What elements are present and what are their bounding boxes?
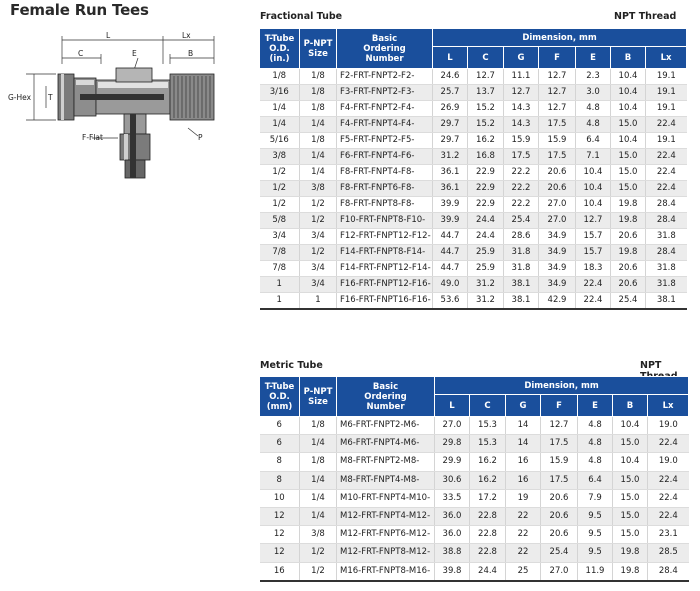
table-cell: 4.8	[578, 417, 613, 435]
table-cell: 7/8	[260, 261, 300, 277]
table-cell: 24.4	[470, 562, 506, 581]
table-cell: 30.6	[435, 471, 470, 489]
table-cell: 15.2	[468, 117, 504, 133]
table-cell: 36.0	[435, 526, 470, 544]
table-cell: 1/2	[300, 245, 337, 261]
table-cell: 53.6	[433, 293, 468, 310]
table-row	[260, 85, 687, 101]
table-cell: F10-FRT-FNPT8-F10-	[337, 213, 433, 229]
table-cell: 34.9	[539, 245, 576, 261]
table-cell: 14.3	[504, 101, 539, 117]
table-cell: 22.4	[648, 508, 689, 526]
table-cell: 15.9	[504, 133, 539, 149]
table-cell: 9.5	[578, 526, 613, 544]
table-cell: 1/2	[300, 544, 337, 562]
table-cell: 1/4	[300, 471, 337, 489]
table-cell: 1/8	[300, 133, 337, 149]
header-ordering-number: Basic Ordering Number	[337, 377, 435, 417]
table-cell: 44.7	[433, 261, 468, 277]
table-cell: 5/16	[260, 133, 300, 149]
table-cell: 1/4	[300, 508, 337, 526]
header-dimension: Dimension, mm	[433, 29, 687, 47]
table-cell: 22.4	[646, 165, 687, 181]
page-title: Female Run Tees	[10, 1, 149, 19]
table-cell: 1	[260, 277, 300, 293]
table-cell: 24.4	[468, 229, 504, 245]
table-cell: F14-FRT-FNPT12-F14-	[337, 261, 433, 277]
table-cell: 22.2	[504, 181, 539, 197]
table-cell: 25	[506, 562, 541, 581]
table-cell: 29.9	[435, 453, 470, 471]
table-cell: 10.4	[611, 69, 646, 85]
table-cell: 22	[506, 526, 541, 544]
table-cell: 17.5	[539, 149, 576, 165]
table-cell: 15.2	[468, 101, 504, 117]
table-cell: 3/8	[300, 181, 337, 197]
table-cell: 1/4	[260, 101, 300, 117]
table-cell: 26.9	[433, 101, 468, 117]
table-cell: 20.6	[539, 181, 576, 197]
table-cell: 1	[260, 293, 300, 310]
table-cell: 25.9	[468, 261, 504, 277]
table-cell: 14	[506, 435, 541, 453]
table-row	[260, 69, 687, 85]
table-cell: 17.5	[539, 117, 576, 133]
table-cell: 38.8	[435, 544, 470, 562]
table-cell: M12-FRT-FNPT4-M12-	[337, 508, 435, 526]
table-row	[260, 133, 687, 149]
table-cell: 15.0	[613, 526, 648, 544]
table-cell: 23.1	[648, 526, 689, 544]
table-cell: 22.8	[470, 508, 506, 526]
table-cell: 12.7	[504, 85, 539, 101]
table-cell: M8-FRT-FNPT4-M8-	[337, 471, 435, 489]
table-cell: 5/8	[260, 213, 300, 229]
metric-thread-label: NPT	[640, 360, 662, 371]
table-cell: 3.0	[576, 85, 611, 101]
table-cell: 28.4	[646, 197, 687, 213]
table-cell: 9.5	[578, 544, 613, 562]
table-cell: 3/4	[260, 229, 300, 245]
header-npt-size: P-NPT Size	[300, 377, 337, 417]
table-cell: 4.8	[578, 435, 613, 453]
table-cell: F3-FRT-FNPT2-F3-	[337, 85, 433, 101]
table-cell: 1/4	[300, 149, 337, 165]
table-cell: M10-FRT-FNPT4-M10-	[337, 489, 435, 507]
table-row	[260, 117, 687, 133]
table-cell: 10.4	[576, 165, 611, 181]
table-cell: 1/8	[260, 69, 300, 85]
table-cell: 22.4	[576, 293, 611, 310]
table-cell: 1	[300, 293, 337, 310]
table-cell: 2.3	[576, 69, 611, 85]
table-cell: 14	[506, 417, 541, 435]
table-cell: 38.1	[646, 293, 687, 310]
table-cell: 38.1	[504, 293, 539, 310]
table-row	[260, 229, 687, 245]
table-cell: 12.7	[539, 85, 576, 101]
table-cell: 29.7	[433, 117, 468, 133]
table-cell: M6-FRT-FNPT4-M6-	[337, 435, 435, 453]
table-cell: 28.5	[648, 544, 689, 562]
table-cell: 1/4	[300, 117, 337, 133]
table-cell: 17.5	[541, 471, 578, 489]
table-cell: 11.9	[578, 562, 613, 581]
table-cell: 33.5	[435, 489, 470, 507]
dim-label-b: B	[188, 49, 194, 58]
table-cell: 8	[260, 453, 300, 471]
table-cell: 36.1	[433, 181, 468, 197]
metric-title: Metric Tube	[260, 360, 323, 371]
table-cell: 24.6	[433, 69, 468, 85]
table-cell: 22.8	[470, 544, 506, 562]
table-cell: 36.1	[433, 165, 468, 181]
table-cell: 34.9	[539, 261, 576, 277]
table-cell: 12	[260, 544, 300, 562]
table-cell: 15.0	[613, 489, 648, 507]
table-row	[260, 417, 689, 435]
table-cell: 10.4	[576, 197, 611, 213]
table-cell: 31.2	[468, 293, 504, 310]
table-cell: 25.7	[433, 85, 468, 101]
table-cell: 1/2	[300, 213, 337, 229]
table-cell: 3/4	[300, 261, 337, 277]
table-cell: 14.3	[504, 117, 539, 133]
dim-label-g-hex: G-Hex	[8, 93, 32, 102]
table-cell: 42.9	[539, 293, 576, 310]
table-cell: 7/8	[260, 245, 300, 261]
table-cell: 3/4	[300, 277, 337, 293]
table-cell: F4-FRT-FNPT2-F4-	[337, 101, 433, 117]
table-cell: 20.6	[611, 261, 646, 277]
table-cell: 8	[260, 471, 300, 489]
table-row	[260, 526, 689, 544]
table-cell: 15.0	[611, 165, 646, 181]
table-cell: 31.8	[504, 261, 539, 277]
table-cell: 1/4	[300, 165, 337, 181]
table-cell: 15.0	[613, 435, 648, 453]
table-cell: 22.4	[576, 277, 611, 293]
table-cell: 28.4	[646, 213, 687, 229]
table-cell: 15.0	[611, 149, 646, 165]
table-cell: 16.8	[468, 149, 504, 165]
table-cell: 10.4	[613, 453, 648, 471]
female-run-tee-diagram	[6, 28, 246, 188]
table-cell: 12	[260, 526, 300, 544]
table-cell: 22.4	[648, 435, 689, 453]
table-cell: 19.8	[611, 213, 646, 229]
table-cell: 1/8	[300, 417, 337, 435]
table-cell: M12-FRT-FNPT8-M12-	[337, 544, 435, 562]
header-dimension-cols: L C G F E B Lx	[260, 395, 689, 417]
table-cell: 19.8	[611, 197, 646, 213]
table-cell: 13.7	[468, 85, 504, 101]
table-cell: 20.6	[541, 489, 578, 507]
table-row	[260, 245, 687, 261]
table-cell: 49.0	[433, 277, 468, 293]
table-row	[260, 508, 689, 526]
table-cell: F14-FRT-FNPT8-F14-	[337, 245, 433, 261]
table-cell: M8-FRT-FNPT2-M8-	[337, 453, 435, 471]
table-row	[260, 471, 689, 489]
table-cell: 12.7	[539, 101, 576, 117]
header-dimension-cols: L C G F E B Lx	[260, 47, 687, 69]
table-cell: 22.9	[468, 197, 504, 213]
table-cell: 28.4	[646, 245, 687, 261]
table-cell: 17.2	[470, 489, 506, 507]
table-cell: 27.0	[539, 197, 576, 213]
table-cell: 20.6	[541, 526, 578, 544]
table-cell: 1/2	[300, 562, 337, 581]
dim-label-p: P	[198, 133, 203, 142]
table-cell: 27.0	[435, 417, 470, 435]
table-cell: 31.8	[646, 277, 687, 293]
table-cell: F6-FRT-FNPT4-F6-	[337, 149, 433, 165]
table-cell: 3/8	[260, 149, 300, 165]
header-tube-od: T-Tube O.D. (mm)	[260, 377, 300, 417]
table-cell: 16	[506, 471, 541, 489]
table-cell: 25.4	[611, 293, 646, 310]
table-cell: 12.7	[576, 213, 611, 229]
table-cell: 10.4	[611, 101, 646, 117]
table-cell: 11.1	[504, 69, 539, 85]
table-cell: 12	[260, 508, 300, 526]
table-cell: 22	[506, 544, 541, 562]
table-cell: 4.8	[576, 117, 611, 133]
header-dimension: Dimension, mm	[435, 377, 689, 395]
table-cell: 22.9	[468, 165, 504, 181]
table-cell: 15.3	[470, 417, 506, 435]
table-cell: 7.1	[576, 149, 611, 165]
table-cell: 20.6	[611, 277, 646, 293]
table-cell: 16.2	[470, 471, 506, 489]
table-cell: F2-FRT-FNPT2-F2-	[337, 69, 433, 85]
table-cell: 38.1	[504, 277, 539, 293]
table-cell: 31.8	[646, 261, 687, 277]
table-cell: F5-FRT-FNPT2-F5-	[337, 133, 433, 149]
table-cell: 19.1	[646, 69, 687, 85]
table-cell: M6-FRT-FNPT2-M6-	[337, 417, 435, 435]
table-row	[260, 562, 689, 581]
table-cell: 9.5	[578, 508, 613, 526]
table-cell: 29.8	[435, 435, 470, 453]
table-cell: 1/8	[300, 69, 337, 85]
table-cell: 17.5	[541, 435, 578, 453]
table-cell: 19	[506, 489, 541, 507]
table-cell: 25.4	[541, 544, 578, 562]
table-cell: 36.0	[435, 508, 470, 526]
table-cell: 15.9	[541, 453, 578, 471]
table-cell: 3/16	[260, 85, 300, 101]
table-cell: 19.1	[646, 85, 687, 101]
table-cell: F8-FRT-FNPT8-F8-	[337, 197, 433, 213]
table-row	[260, 435, 689, 453]
table-cell: 15.0	[611, 117, 646, 133]
table-cell: 10.4	[576, 181, 611, 197]
table-cell: 25.9	[468, 245, 504, 261]
table-cell: 19.0	[648, 453, 689, 471]
table-cell: 27.0	[541, 562, 578, 581]
table-cell: 24.4	[468, 213, 504, 229]
table-row	[260, 181, 687, 197]
table-cell: 31.8	[504, 245, 539, 261]
table-cell: 6	[260, 417, 300, 435]
table-cell: 1/2	[260, 197, 300, 213]
table-cell: 27.0	[539, 213, 576, 229]
table-row	[260, 165, 687, 181]
table-row	[260, 489, 689, 507]
table-cell: 6.4	[578, 471, 613, 489]
dim-label-t: T	[48, 93, 53, 102]
table-cell: 12.7	[541, 417, 578, 435]
table-cell: 6.4	[576, 133, 611, 149]
table-cell: 19.8	[613, 544, 648, 562]
table-cell: 44.7	[433, 229, 468, 245]
table-cell: 22.2	[504, 197, 539, 213]
table-cell: 22	[506, 508, 541, 526]
table-cell: 3/4	[300, 229, 337, 245]
table-cell: 25.4	[504, 213, 539, 229]
table-cell: 28.6	[504, 229, 539, 245]
table-cell: 19.0	[648, 417, 689, 435]
table-cell: 1/2	[300, 197, 337, 213]
table-row	[260, 149, 687, 165]
table-cell: 19.8	[613, 562, 648, 581]
table-cell: 22.4	[646, 117, 687, 133]
table-cell: 1/4	[300, 489, 337, 507]
table-cell: 15.7	[576, 229, 611, 245]
metric-rows	[260, 417, 689, 581]
table-cell: F16-FRT-FNPT12-F16-	[337, 277, 433, 293]
table-cell: 39.8	[435, 562, 470, 581]
table-cell: 1/8	[300, 101, 337, 117]
table-cell: 17.5	[504, 149, 539, 165]
fractional-tube-table	[259, 28, 687, 310]
table-cell: 1/8	[300, 85, 337, 101]
table-cell: 16.2	[470, 453, 506, 471]
table-cell: 1/4	[260, 117, 300, 133]
table-cell: 22.4	[648, 489, 689, 507]
table-row	[260, 101, 687, 117]
table-cell: 19.1	[646, 133, 687, 149]
table-cell: 22.4	[648, 471, 689, 489]
fractional-thread-label: NPT Thread	[614, 11, 677, 22]
table-row	[260, 293, 687, 310]
table-cell: 4.8	[578, 453, 613, 471]
table-cell: 22.8	[470, 526, 506, 544]
table-cell: 3/8	[300, 526, 337, 544]
table-row	[260, 197, 687, 213]
table-cell: 12.7	[539, 69, 576, 85]
dim-label-f-flat: F-Flat	[82, 133, 103, 142]
table-cell: 1/2	[260, 181, 300, 197]
table-cell: 15.9	[539, 133, 576, 149]
table-cell: 28.4	[648, 562, 689, 581]
dim-label-c: C	[78, 49, 84, 58]
table-cell: 39.9	[433, 197, 468, 213]
table-cell: 34.9	[539, 229, 576, 245]
dim-label-l: L	[106, 31, 111, 40]
table-cell: 1/4	[300, 435, 337, 453]
table-cell: 20.6	[611, 229, 646, 245]
table-cell: 10	[260, 489, 300, 507]
fractional-title: Fractional Tube	[260, 11, 343, 22]
table-cell: 6	[260, 435, 300, 453]
table-cell: 18.3	[576, 261, 611, 277]
table-cell: 12.7	[468, 69, 504, 85]
table-cell: 4.8	[576, 101, 611, 117]
table-row	[260, 277, 687, 293]
table-cell: 44.7	[433, 245, 468, 261]
table-cell: 22.2	[504, 165, 539, 181]
table-cell: 1/8	[300, 453, 337, 471]
table-cell: 7.9	[578, 489, 613, 507]
table-row	[260, 261, 687, 277]
table-cell: 39.9	[433, 213, 468, 229]
header-tube-od: T-Tube O.D. (in.)	[260, 29, 300, 69]
table-cell: 20.6	[541, 508, 578, 526]
table-cell: F16-FRT-FNPT16-F16-	[337, 293, 433, 310]
table-cell: 19.8	[611, 245, 646, 261]
table-cell: 15.0	[613, 471, 648, 489]
table-cell: 31.8	[646, 229, 687, 245]
table-cell: F8-FRT-FNPT6-F8-	[337, 181, 433, 197]
table-cell: 15.0	[613, 508, 648, 526]
table-row	[260, 453, 689, 471]
table-cell: 20.6	[539, 165, 576, 181]
table-cell: F4-FRT-FNPT4-F4-	[337, 117, 433, 133]
table-cell: 10.4	[613, 417, 648, 435]
header-ordering-number: Basic Ordering Number	[337, 29, 433, 69]
table-cell: 19.1	[646, 101, 687, 117]
table-cell: 16	[260, 562, 300, 581]
table-cell: 31.2	[468, 277, 504, 293]
table-cell: M12-FRT-FNPT6-M12-	[337, 526, 435, 544]
table-cell: 22.9	[468, 181, 504, 197]
table-cell: 31.2	[433, 149, 468, 165]
table-cell: 10.4	[611, 133, 646, 149]
metric-tube-table	[259, 376, 689, 582]
table-row	[260, 213, 687, 229]
header-npt-size: P-NPT Size	[300, 29, 337, 69]
table-row	[260, 544, 689, 562]
table-cell: M16-FRT-FNPT8-M16-	[337, 562, 435, 581]
table-cell: F12-FRT-FNPT12-F12-	[337, 229, 433, 245]
table-cell: 15.0	[611, 181, 646, 197]
table-cell: 1/2	[260, 165, 300, 181]
dim-label-e: E	[132, 49, 137, 58]
table-cell: 29.7	[433, 133, 468, 149]
table-cell: 10.4	[611, 85, 646, 101]
table-cell: F8-FRT-FNPT4-F8-	[337, 165, 433, 181]
table-cell: 16.2	[468, 133, 504, 149]
fractional-rows	[260, 69, 687, 310]
table-cell: 22.4	[646, 149, 687, 165]
table-cell: 34.9	[539, 277, 576, 293]
table-cell: 15.7	[576, 245, 611, 261]
table-cell: 16	[506, 453, 541, 471]
dim-label-lx: Lx	[182, 31, 191, 40]
table-cell: 22.4	[646, 181, 687, 197]
table-cell: 15.3	[470, 435, 506, 453]
